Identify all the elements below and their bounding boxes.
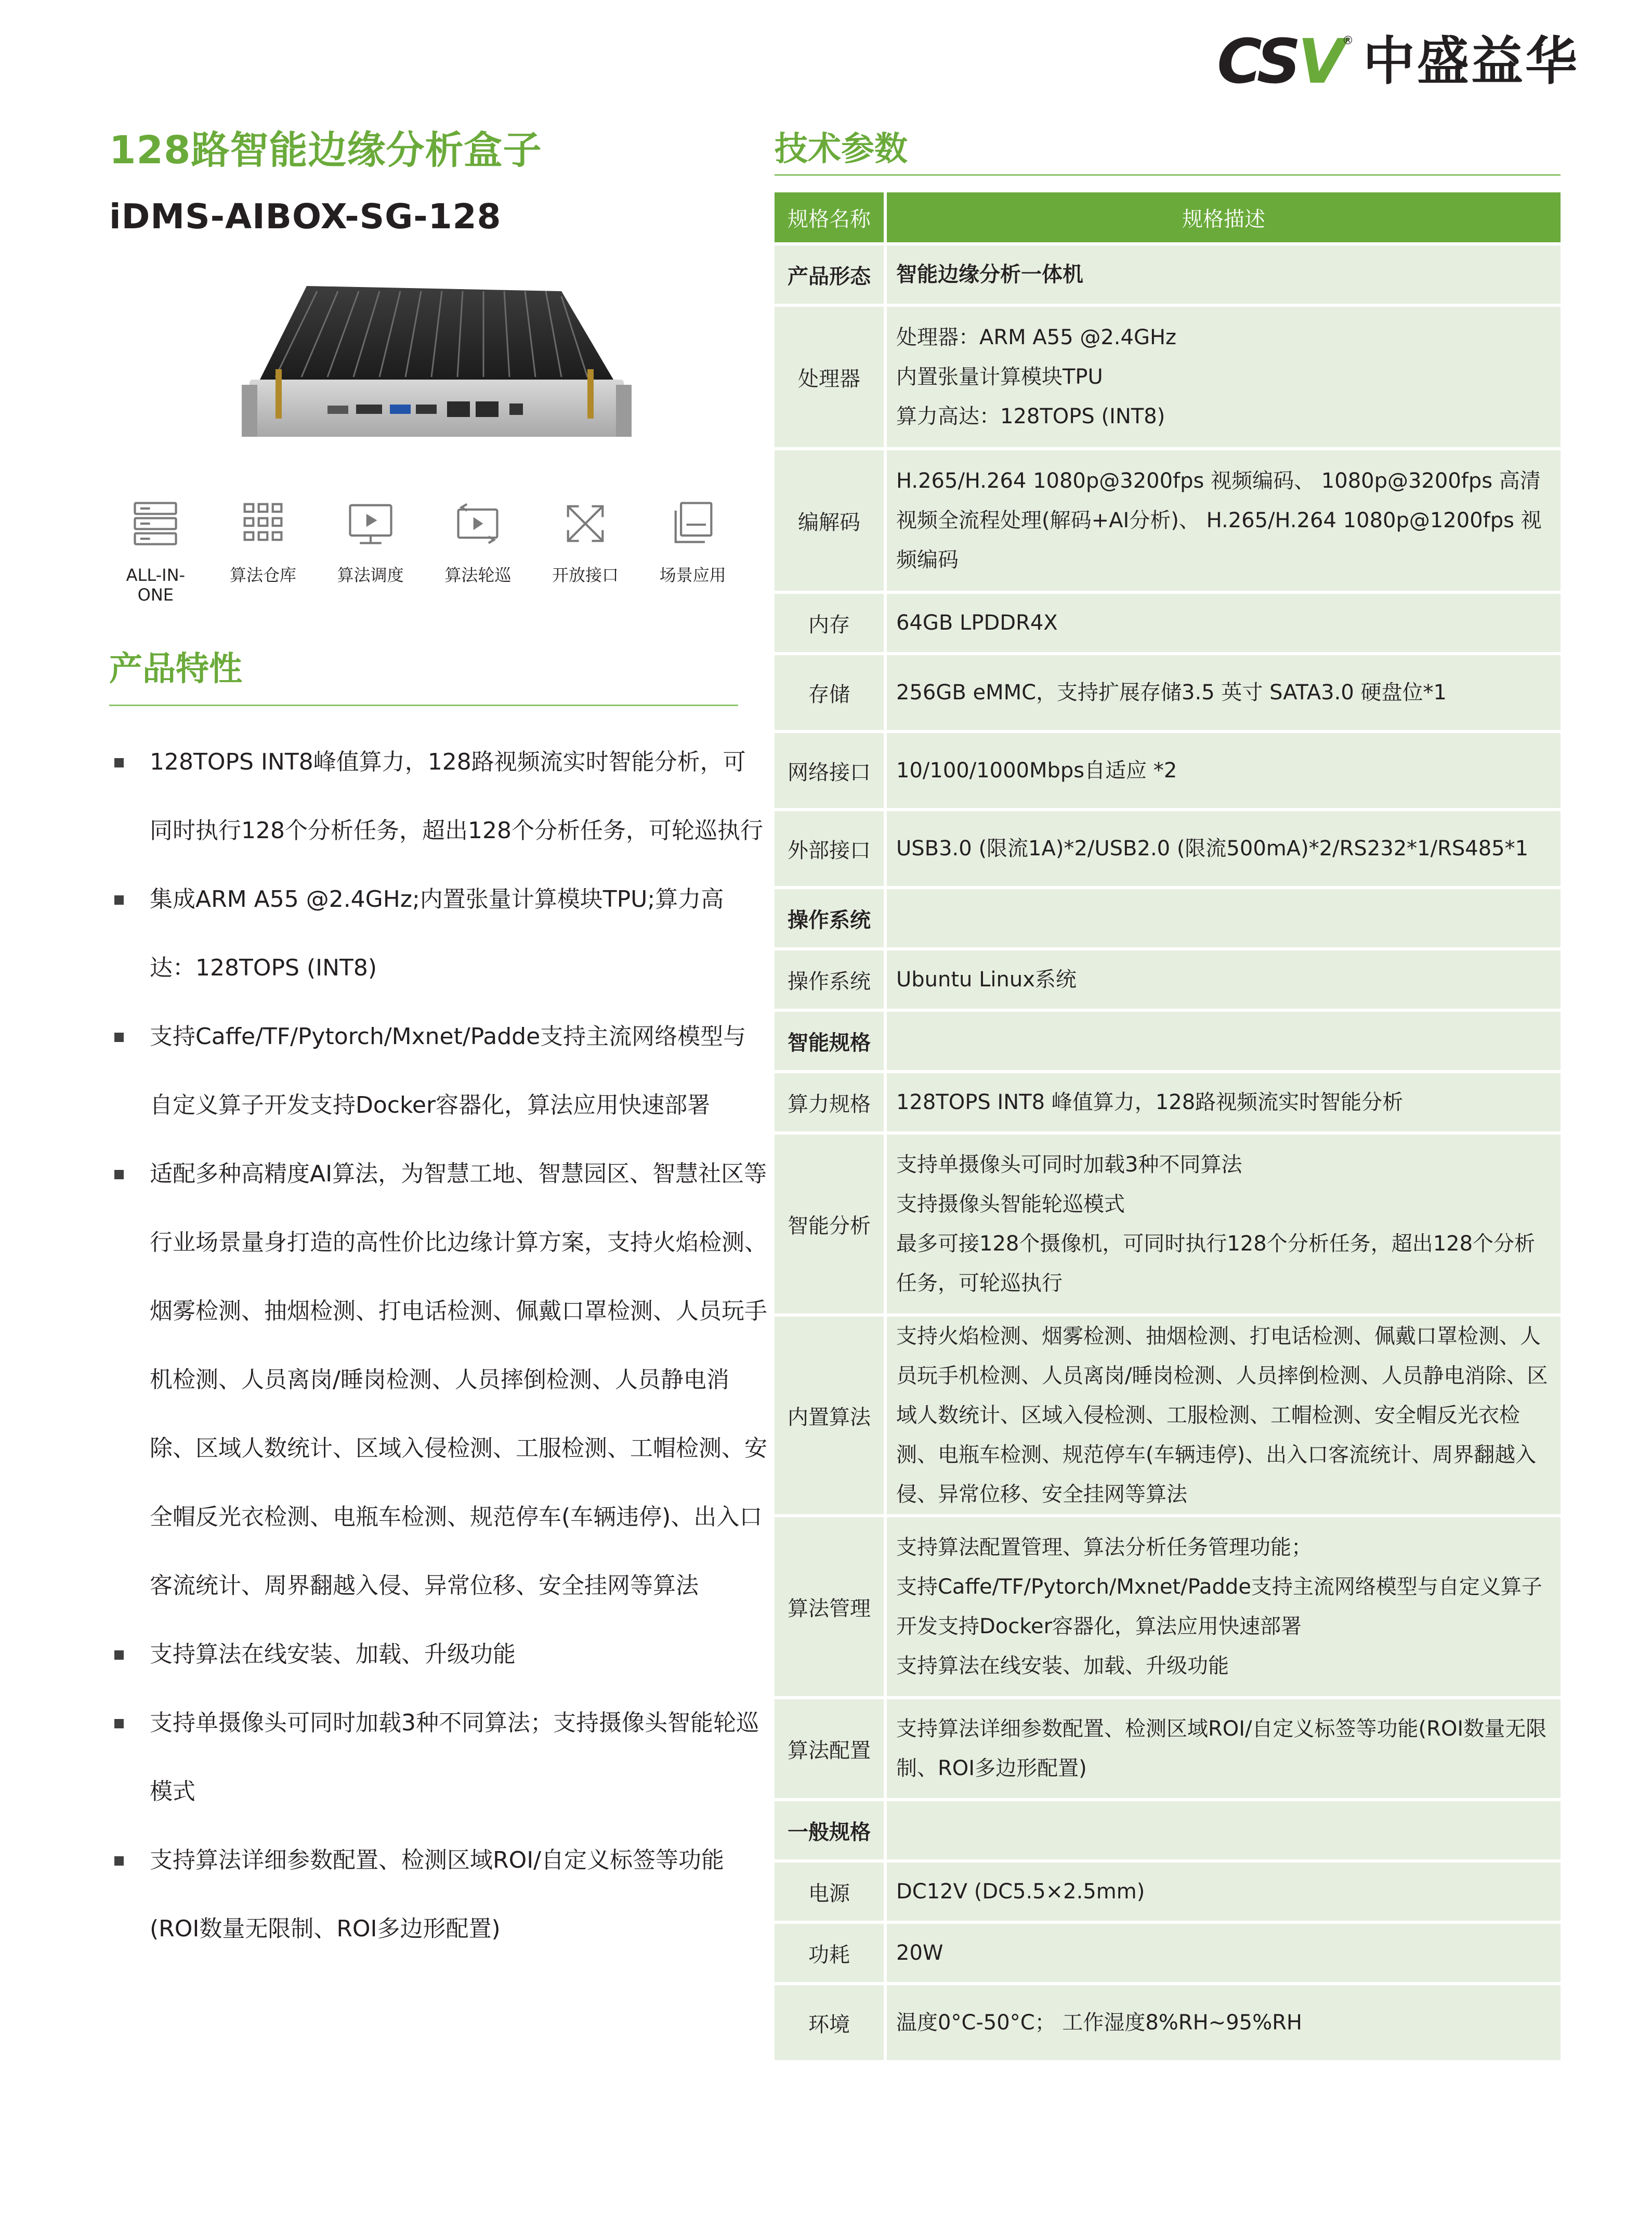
- icon-label: 算法仓库: [229, 565, 296, 585]
- spec-name: 一般规格: [775, 1800, 885, 1861]
- feature-list: [112, 728, 767, 1963]
- spec-desc-line: 支持算法配置管理、算法分析任务管理功能；: [896, 1535, 1312, 1559]
- feature-item: 适配多种高精度AI算法，为智慧工地、智慧园区、智慧社区等行业场景量身打造的高性价比边缘计算方案，支持火焰检测、烟雾检测、抽烟检测、打电话检测、佩戴口罩检测、人员玩手机检测、人员离岗/睡岗检测、人员摔倒检测、人员静电消除、区域人数统计、区域入侵检测、工服检测、工帽检测、安全帽反光衣检测、电瓶车检测、规范停车(车辆违停)、出入口客流统计、周界翻越入侵、异常位移、安全挂网等算法: [112, 1140, 767, 1620]
- spec-desc-line: 算力高达：128TOPS (INT8): [896, 405, 1165, 428]
- spec-desc-line: 最多可接128个摄像机，可同时执行128个分析任务，超出128个分析任务，可轮巡执行: [896, 1232, 1536, 1295]
- logo-company-name: 中盛益华: [1363, 31, 1579, 92]
- spec-desc: [885, 654, 1561, 732]
- feature-item: 支持单摄像头可同时加载3种不同算法；支持摄像头智能轮巡模式: [112, 1689, 767, 1826]
- feature-item: 128TOPS INT8峰值算力，128路视频流实时智能分析，可同时执行128个分析任务，超出128个分析任务，可轮巡执行: [112, 728, 767, 865]
- spec-name: 内存: [775, 592, 885, 654]
- spec-desc: [885, 1010, 1561, 1072]
- spec-row: [775, 244, 1561, 305]
- spec-desc-line: 处理器：ARM A55 @2.4GHz: [896, 325, 1177, 349]
- spec-name: 操作系统: [775, 888, 885, 949]
- spec-desc: [885, 244, 1561, 305]
- bullet-icon: [114, 1170, 124, 1179]
- specs-heading: 技术参数: [775, 130, 908, 168]
- spec-desc: [885, 305, 1561, 449]
- spec-desc-line: 支持算法在线安装、加载、升级功能: [896, 1654, 1229, 1678]
- spec-name: 产品形态: [775, 244, 885, 305]
- spec-desc: [885, 1315, 1561, 1516]
- icon-item: [639, 497, 746, 605]
- spec-desc-line: 64GB LPDDR4X: [896, 611, 1058, 635]
- icon-label: 算法轮巡: [444, 565, 512, 585]
- spec-row: [775, 1922, 1561, 1984]
- spec-desc-line: 温度0°C-50°C； 工作湿度8%RH~95%RH: [896, 2011, 1302, 2035]
- spec-desc: [885, 1698, 1561, 1800]
- spec-name: 外部接口: [775, 810, 885, 888]
- spec-row: [775, 1133, 1561, 1315]
- spec-row: [775, 1861, 1561, 1922]
- spec-row: [775, 1315, 1561, 1516]
- icon-label: 算法调度: [337, 565, 404, 585]
- product-title: 128路智能边缘分析盒子: [109, 128, 542, 173]
- spec-desc: [885, 1984, 1561, 2062]
- bullet-icon: [114, 758, 124, 767]
- spec-desc-line: 128TOPS INT8 峰值算力，128路视频流实时智能分析: [896, 1090, 1404, 1114]
- algorithm-rotation-icon: [451, 497, 505, 551]
- spec-name: 智能分析: [775, 1133, 885, 1315]
- spec-desc: [885, 888, 1561, 949]
- spec-row: [775, 1010, 1561, 1072]
- algorithm-store-icon: [236, 497, 290, 551]
- spec-desc: [885, 732, 1561, 810]
- spec-desc: [885, 1133, 1561, 1315]
- icon-label: ALL-IN-ONE: [126, 565, 186, 605]
- spec-desc-line: 256GB eMMC，支持扩展存储3.5 英寸 SATA3.0 硬盘位*1: [896, 681, 1447, 705]
- bullet-icon: [114, 1856, 124, 1866]
- icon-item: [317, 497, 424, 605]
- spec-desc: [885, 592, 1561, 654]
- spec-row: [775, 949, 1561, 1010]
- device-image: [229, 281, 634, 452]
- spec-desc: [885, 810, 1561, 888]
- features-divider: [109, 705, 738, 706]
- spec-name: 处理器: [775, 305, 885, 449]
- spec-row: [775, 305, 1561, 449]
- spec-desc-line: USB3.0 (限流1A)*2/USB2.0 (限流500mA)*2/RS232*1/RS485*1: [896, 837, 1529, 861]
- spec-name: 算力规格: [775, 1072, 885, 1133]
- spec-row: [775, 732, 1561, 810]
- spec-row: [775, 1984, 1561, 2062]
- spec-name: 算法管理: [775, 1516, 885, 1698]
- spec-row: [775, 1698, 1561, 1800]
- spec-name: 环境: [775, 1984, 885, 2062]
- header-spec-name: 规格名称: [775, 192, 885, 244]
- spec-row: [775, 810, 1561, 888]
- specs-divider: [775, 174, 1561, 176]
- algorithm-schedule-icon: [344, 497, 398, 551]
- spec-desc-line: 支持算法详细参数配置、检测区域ROI/自定义标签等功能(ROI数量无限制、ROI多边形配置): [896, 1717, 1547, 1780]
- brand-logo: [1217, 25, 1579, 97]
- icon-item: [424, 497, 532, 605]
- spec-desc-line: 20W: [896, 1941, 943, 1965]
- spec-desc-line: 智能边缘分析一体机: [896, 263, 1083, 286]
- feature-icon-row: [102, 497, 746, 605]
- spec-desc-line: H.265/H.264 1080p@3200fps 视频编码、 1080p@3200fps 高清视频全流程处理(解码+AI分析)、 H.265/H.264 1080p@1200fps 视频编码: [896, 469, 1542, 572]
- spec-row: [775, 449, 1561, 592]
- feature-item: 集成ARM A55 @2.4GHz;内置张量计算模块TPU;算力高达：128TOPS (INT8): [112, 865, 767, 1002]
- icon-label: 场景应用: [659, 565, 726, 585]
- spec-desc: [885, 1922, 1561, 1984]
- icon-label: 开放接口: [552, 565, 619, 585]
- spec-desc-line: 内置张量计算模块TPU: [896, 365, 1103, 389]
- spec-desc: [885, 449, 1561, 592]
- spec-desc-line: Ubuntu Linux系统: [896, 968, 1077, 992]
- registered-mark: ®: [1342, 34, 1354, 47]
- spec-name: 电源: [775, 1861, 885, 1922]
- logo-mark: CSV: [1217, 25, 1342, 97]
- spec-name: 智能规格: [775, 1010, 885, 1072]
- spec-desc-line: 支持单摄像头可同时加载3种不同算法: [896, 1153, 1242, 1177]
- spec-desc: [885, 1800, 1561, 1861]
- feature-item: 支持算法详细参数配置、检测区域ROI/自定义标签等功能(ROI数量无限制、ROI多边形配置): [112, 1826, 767, 1963]
- spec-desc-line: 支持火焰检测、烟雾检测、抽烟检测、打电话检测、佩戴口罩检测、人员玩手机检测、人员离岗/睡岗检测、人员摔倒检测、人员静电消除、区域人数统计、区域入侵检测、工服检测、工帽检测、安全帽反光衣检测、电瓶车检测、规范停车(车辆违停)、出入口客流统计、周界翻越入侵、异常位移、安全挂网等算法: [896, 1324, 1548, 1506]
- spec-row: [775, 888, 1561, 949]
- spec-row: [775, 1516, 1561, 1698]
- all-in-one-icon: [128, 497, 182, 551]
- bullet-icon: [114, 895, 124, 905]
- spec-row: [775, 1072, 1561, 1133]
- spec-desc-line: DC12V (DC5.5×2.5mm): [896, 1880, 1145, 1904]
- spec-name: 编解码: [775, 449, 885, 592]
- icon-item: [532, 497, 639, 605]
- spec-desc: [885, 1861, 1561, 1922]
- feature-item: 支持Caffe/TF/Pytorch/Mxnet/Padde支持主流网络模型与自定义算子开发支持Docker容器化，算法应用快速部署: [112, 1002, 767, 1140]
- scene-application-icon: [666, 497, 720, 551]
- spec-table-header: [775, 192, 1561, 244]
- product-model: iDMS-AIBOX-SG-128: [109, 197, 502, 237]
- bullet-icon: [114, 1650, 124, 1660]
- open-interface-icon: [558, 497, 612, 551]
- spec-desc: [885, 949, 1561, 1010]
- spec-desc: [885, 1072, 1561, 1133]
- spec-desc-line: 10/100/1000Mbps自适应 *2: [896, 759, 1177, 783]
- spec-name: 存储: [775, 654, 885, 732]
- icon-item: [209, 497, 317, 605]
- spec-row: [775, 654, 1561, 732]
- features-heading: 产品特性: [109, 650, 242, 688]
- spec-name: 操作系统: [775, 949, 885, 1010]
- spec-desc-line: 支持摄像头智能轮巡模式: [896, 1192, 1125, 1216]
- spec-row: [775, 1800, 1561, 1861]
- spec-desc: [885, 1516, 1561, 1698]
- spec-desc-line: 支持Caffe/TF/Pytorch/Mxnet/Padde支持主流网络模型与自定义算子开发支持Docker容器化，算法应用快速部署: [896, 1575, 1542, 1638]
- bullet-icon: [114, 1033, 124, 1042]
- spec-name: 功耗: [775, 1922, 885, 1984]
- icon-item: [102, 497, 209, 605]
- spec-name: 内置算法: [775, 1315, 885, 1516]
- spec-name: 算法配置: [775, 1698, 885, 1800]
- spec-row: [775, 592, 1561, 654]
- header-spec-desc: 规格描述: [885, 192, 1561, 244]
- bullet-icon: [114, 1719, 124, 1728]
- feature-item: 支持算法在线安装、加载、升级功能: [112, 1620, 767, 1689]
- spec-table: [775, 192, 1561, 2063]
- spec-name: 网络接口: [775, 732, 885, 810]
